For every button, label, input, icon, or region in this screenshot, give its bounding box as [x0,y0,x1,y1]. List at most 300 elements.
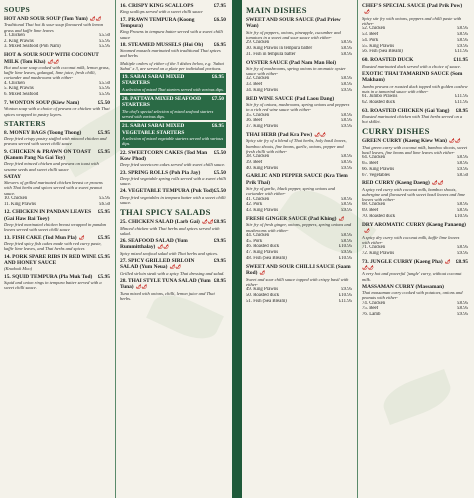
option-price: £11.95 [338,298,352,304]
option-row [246,124,352,130]
option-label: 67. Vegetables [362,172,390,178]
dish-name: THAI HERB (Pad Kra Pow) [246,132,313,139]
menu-item [120,278,226,301]
option-price: £8.95 [341,118,352,124]
option-price: £8.50 [457,172,468,178]
dish-name: SATAY [4,173,21,180]
dish-name: EXOTIC THAI TAMARIND SAUCE (Som Makham) [362,70,463,84]
option-label: 38. Chicken [246,154,270,160]
left-column-2 [116,0,230,498]
option-price: £5.50 [99,32,110,38]
option-row [246,52,352,58]
menu-item [4,149,110,172]
option-label: 33. Beef [246,82,263,88]
dish-description: A spicy dry curry with coconut milk, kaffir lime leaves with either- [362,234,460,245]
dish-name: 25. CHICKEN SALAD (Larb Gai) [120,219,200,226]
dish-description: Deep fried spicy fish cakes made with red curry paste, kaffir lime leaves, and Thai herbs and spices [4,241,102,252]
option-row [362,312,468,318]
dish-description: A spicy red curry with coconut milk, bamboo shoots, aubergine and flavoured with sweet basil leaves and lime leaves with either- [362,186,466,203]
dish-description: Roasted marinated duck served with a choice of sauce. [362,63,461,69]
chili-icon: 🌶🌶 [47,58,60,64]
dish-name: 13. FISH CAKE (Tod Mun Pla) [4,234,77,241]
menu-item [246,60,352,94]
dish-price: £6.95 [213,41,226,48]
option-label: 69. Beef [362,208,379,214]
option-price: £5.50 [99,80,110,86]
option-row [362,100,468,106]
menu-item [362,180,468,219]
option-price: £8.95 [457,208,468,214]
menu-note: Multiple orders of either of the 3 dishes below, e.g. 'Sabai Sabai' x 3, are served on a plate per individual portions. [120,60,224,71]
dish-description: Deep fried vegetable spring rolls served with a sweet chilli sauce. [120,175,226,187]
option-price: £9.95 [457,250,468,256]
dish-title [120,238,226,251]
dish-description: King Prawns in tempura batter served with a sweet chilli sauce [120,29,223,40]
dish-name: 73. JUNGLE CURRY (Kaeng Pha) [362,258,443,265]
menu-item [120,17,226,40]
option-row [4,92,110,98]
option-row [4,44,110,50]
dish-description: Traditional Thai hot & sour soup flavoured with lemon grass and kaffir lime leaves [4,22,104,33]
dish-description: Skewers of grilled marinated chicken breast or prawns with Thai herbs and spices served with a sweet peanut sauce. [4,180,103,196]
dish-title [4,52,110,65]
dish-name: 26. SEAFOOD SALAD (Yum Rummitthalay) [120,237,188,251]
dish-description: Spicy stir fry with onions, peppers and chilli paste with either- [362,15,462,27]
dish-description: A selection of mixed vegetable starters served with various dips. [122,136,224,147]
option-label: 53. Beef [362,32,379,38]
dish-description: A selection of mixed Thai starters served with various dips. [122,86,224,92]
option-price: £10.95 [338,256,352,262]
dish-title [120,150,226,163]
option-label: 62. Roasted duck [362,99,396,105]
dish-description: Spicy mixed seafood salad with Thai herbs and spices. [120,250,219,256]
dish-price: £6.95 [211,123,224,130]
dish-name: 18. STEAMED MUSSELS (Hoi Ob) [120,41,204,48]
option-price: £11.95 [454,94,468,100]
dish-description: Deep fried sweetcorn cakes served with sweet chilli sauce. [120,162,226,168]
option-price: £9.95 [341,88,352,94]
option-label: 31. Fish in tempura batter [246,51,296,57]
chili-icon: 🌶🌶 [201,219,214,225]
right-column-2 [358,0,472,498]
dish-title [362,222,468,235]
chili-icon: 🌶🌶 [431,180,444,186]
option-price: £8.95 [457,161,468,167]
dish-title [362,3,468,16]
dish-description: Sweet and sour chilli sauce topped with crispy basil with either- [246,276,349,287]
option-label: 35. Chicken [246,112,270,118]
menu-item [362,71,468,106]
dish-description: Jumbo prawns or roasted duck topped with golden cashew nuts in a tamarind sauce with either- [362,83,468,94]
option-label: 50. Roasted duck [246,292,280,298]
dish-description: Deep fried marinated chicken breast wrapped in pandan leaves served with sweet chilli sauce [4,222,106,233]
dish-title [122,123,224,136]
dish-title [120,219,226,225]
section-heading: CURRY DISHES [362,126,430,137]
option-label: 1. Chicken [4,32,25,38]
option-label: 34. King Prawns [246,88,279,94]
option-price: £10.95 [454,214,468,220]
menu-item [4,130,110,147]
option-row [246,88,352,94]
dish-price: £8.95 [213,277,226,284]
menu-item [120,3,226,15]
option-label: 46. Roasted duck [246,244,280,250]
section-heading: MAIN DISHES [246,5,307,15]
dish-price: £5.95 [97,273,110,280]
option-price: £11.95 [454,49,468,55]
option-label: 6. Mixed Seafood [4,92,39,98]
option-label: 70. Roasted duck [362,214,396,220]
dish-price: £8.95 [213,219,226,226]
menu-item [120,258,226,276]
dish-title [362,259,468,272]
option-label: 32. Chicken [246,76,270,82]
dish-title [120,188,226,194]
dish-name: 28. THAI STYLE TUNA SALAD (Yum Tuna) [120,277,211,291]
option-price: £8.95 [457,26,468,32]
dish-name: OYSTER SAUCE (Pad Nam Man Hoi) [246,59,337,66]
option-label: 47. King Prawns [246,250,279,256]
option-label: 56. Fish (Sea Bream) [362,49,403,55]
dish-name: SWEET AND SOUR SAUCE (Pad Priew Wan) [246,17,341,30]
dish-price: £5.50 [213,169,226,176]
option-label: 61. Jumbo Prawns [362,94,398,100]
dish-description: A very hot and powerful 'jungle' curry, without coconut milk. [362,271,462,282]
dish-price: £5.95 [97,209,110,216]
menu-item [120,42,226,59]
dish-name: 27. SPICY GRILLED SIRLOIN SALAD (Yum Neua) [120,257,195,271]
option-price: £8.95 [341,40,352,46]
dish-name: SWEET AND SOUR CHILLI SAUCE (Saam Rod) [246,263,351,277]
dish-description: Stir fry of mushrooms, spring onions in aromatic oyster sauce with either- [246,66,346,77]
menu-item [246,264,352,305]
dish-description: The chef's special selection of mixed seafood starters served with various dips. [122,108,214,120]
menu-item [362,108,468,125]
chili-icon: 🌶 [78,234,85,240]
option-label: 4. Chicken [4,80,25,86]
dish-title [122,74,224,87]
chili-icon: 🌶 [338,216,345,222]
menu-item [120,188,226,205]
option-row [362,214,468,220]
dish-title [4,209,110,222]
option-label: 42. Pork [246,202,263,208]
option-row [362,173,468,179]
option-label: 64. Chicken [362,155,386,161]
menu-item [362,284,468,318]
right-column-1 [242,0,356,498]
section-heading: STARTERS [4,118,46,128]
dish-description: Stir fry of onions, mushrooms, spring onions and peppers in a rich red wine sauce with either- [246,102,350,113]
option-price: £8.95 [341,51,352,57]
option-label: 68. Chicken [362,202,386,208]
dish-description: Squid and onion rings in tempura batter served with a sweet chilli sauce. [4,279,102,291]
menu-item [4,209,110,232]
option-price: £9.95 [341,250,352,256]
menu-item [120,73,226,93]
dish-price: £5.95 [97,253,110,260]
menu-item [362,3,468,55]
option-label: 11. King Prawns [4,201,36,207]
dish-price: £8.95 [455,107,468,114]
dish-price: £7.95 [213,3,226,9]
option-price: £5.95 [99,195,110,201]
option-price: £5.95 [99,86,110,92]
dish-description: King scallops served with a sweet chilli sauce [120,9,203,15]
dish-description: (Kradook Moo) [4,266,33,272]
option-row [246,299,352,305]
dish-name: GREEN CURRY (Kaeng Kiew Wan) [362,138,447,145]
dish-name: 15. SQUID TEMPURA (Pla Muk Tod) [4,273,93,280]
section-heading: SOUPS [4,5,30,14]
option-row [246,256,352,262]
option-label: 36. Beef [246,118,263,124]
dish-price: £5.50 [97,100,110,107]
dish-name: GARLIC AND PEPPER SAUCE (Kra Tiem Prik Thai) [246,173,348,186]
menu-item [120,219,226,236]
option-price: £8.95 [341,196,352,202]
chili-icon: 🌶 [364,9,370,15]
option-price: £5.95 [99,44,110,50]
option-price: £8.95 [457,37,468,43]
chili-icon: 🌶🌶 [135,284,148,290]
option-price: £9.95 [341,124,352,130]
chili-icon: 🌶🌶 [169,264,182,270]
dish-title [120,258,226,271]
dish-description: Hot and sour soup cooked with coconut milk, lemon grass, kaffir lime leaves, galangal, lime juice, fresh chilli, coriander and mushrooms with either- [4,65,110,81]
dish-name: HOT AND SOUR SOUP (Tom Yum) [4,16,88,22]
dish-price: £11.95 [453,57,468,64]
dish-name: 63. ROASTED CHICKEN (Gai Yang) [362,107,450,114]
dish-title [362,138,468,144]
dish-description: Minced chicken with Thai herbs and spices served with salad. [120,225,220,236]
dish-description: Roasted marinated chicken with Thai herbs served on a hot skillet. [362,114,463,125]
option-price: £8.95 [457,306,468,312]
menu-item [4,235,110,252]
option-label: 39. Beef [246,159,263,165]
option-label: 2. King Prawns [4,38,34,44]
option-label: 52. Chicken [362,26,386,32]
option-label: 40. King Prawns [246,165,279,171]
menu-item [120,238,226,256]
option-label: 3. Mixed Seafood (Poh Nam) [4,44,61,50]
dish-name: DRY AROMATIC CURRY (Kaeng Panaeng) [362,221,466,228]
option-price: £9.95 [457,166,468,172]
option-label: 48. Fish (Sea Bream) [246,256,287,262]
dish-price: £6.50 [213,16,226,23]
menu-item [120,150,226,168]
option-row [246,166,352,172]
menu-page-right [242,0,474,498]
option-price: £8.95 [341,46,352,52]
option-label: 51. Fish (Sea Bream) [246,298,287,304]
dish-description: Thai green curry with coconut milk, bamboo shoots, sweet basil leaves, fine beans and lime leaves with either- [362,144,468,156]
dish-name: RED WINE SAUCE (Pad Laou Dang) [246,95,335,102]
dish-title [246,264,352,277]
menu-item [4,52,110,98]
dish-price: £5.50 [213,188,226,195]
dish-description: Stir fry of fresh ginger, onions, peppers, spring onions and mushrooms with either- [246,222,352,233]
menu-item [120,170,226,187]
dish-name: 14. PORK SPARE RIBS IN RED WINE AND HONEY SAUCE [4,253,97,266]
dish-price: £9.95 [213,257,226,264]
dish-description: Deep fried minced chicken and prawns on toast with sesame seeds and sweet chilli sauce [4,161,99,172]
option-label: 41. Chicken [246,196,270,202]
option-label: 43. King Prawns [246,208,279,214]
dish-name: 8. MONEY BAGS (Toong Thong) [4,129,82,136]
dish-name: RED CURRY (Kaeng Daeng) [362,180,430,187]
dish-price: £5.95 [97,234,110,241]
dish-price: £9.95 [213,237,226,244]
menu-item [362,57,468,69]
option-price: £10.95 [338,244,352,250]
option-label: 75. Beef [362,306,379,312]
option-price: £8.95 [341,82,352,88]
menu-item [4,100,110,117]
menu-item [120,95,226,120]
dish-description: Deep fried vegetables in tempura batter with a sweet chilli sauce. [120,194,226,205]
option-price: £5.95 [99,92,110,98]
option-label: 5. King Prawns [4,86,34,92]
dish-title [246,17,352,30]
option-label: 44. Chicken [246,232,270,238]
menu-item [362,259,468,282]
option-price: £6.50 [99,201,110,207]
dish-price: £5.50 [213,149,226,156]
menu-page-left [0,0,232,498]
dish-title [120,278,226,291]
menu-item [246,216,352,262]
option-price: £8.95 [341,159,352,165]
option-label: 76. Lamb [362,312,381,318]
menu-item [246,132,352,171]
dish-description: Steamed mussels marinated with traditional Thai spices and herbs [120,48,221,59]
option-price: £8.95 [341,112,352,118]
dish-name: FRESH GINGER SAUCE (Pad Khing) [246,216,337,223]
option-label: 30. King Prawns in tempura batter [246,46,313,52]
dish-price: £5.95 [97,148,110,155]
dish-name: 16. CRISPY KING SCALLOPS [120,3,194,9]
option-label: 29. Chicken [246,40,270,46]
option-price: £8.95 [341,232,352,238]
option-label: 71. Chicken [362,245,386,251]
left-column-1 [0,0,114,498]
chili-icon: 🌶🌶 [157,244,170,250]
dish-title [122,96,224,109]
dish-name: 9. CHICKEN & PRAWN ON TOAST (Kanom Pang Na Gai Toy) [4,148,91,162]
dish-name: 21. SABAI SABAI MIXED VEGETABLE STARTERS [122,123,185,136]
dish-description: Stir fry of peppers, onions, pineapple, cucumber and tomatoes in a sweet and sour sauce with either- [246,29,341,41]
dish-name: 19. SABAI SABAI MIXED STARTERS [122,74,185,87]
chili-icon: 🌶🌶 [448,138,461,144]
option-price: £11.95 [454,99,468,105]
option-row [4,202,110,208]
dish-title [362,71,468,84]
option-label: 74. Chicken [362,300,386,306]
option-price: £8.95 [341,154,352,160]
chili-icon: 🌶 [364,228,370,234]
option-label: 55. King Prawns [362,43,395,49]
dish-name: 24. VEGETABLE TEMPURA (Puk Tod) [120,188,214,195]
option-label: 54. Pork [362,37,379,43]
option-label: 49. King Prawns [246,287,279,293]
option-price: £8.95 [457,245,468,251]
option-label: 45. Pork [246,238,263,244]
option-price: £10.95 [338,292,352,298]
option-label: 37. King Prawns [246,124,279,130]
option-label: 66. King Prawns [362,166,395,172]
option-price: £8.95 [457,32,468,38]
dish-price: £8.95 [455,258,468,265]
chili-icon: 🌶 [259,270,266,276]
dish-description: Wonton soup with a choice of prawns or chicken with Thai spices wrapped in pastry layers. [4,106,110,117]
dish-description: Stir fry of garlic, black pepper, spring onions and coriander with either- [246,186,335,197]
option-row [246,208,352,214]
dish-name: 23. SPRING ROLLS (Poh Pia Jay) [120,169,201,176]
chili-icon: 🌶🌶 [89,16,102,21]
page-spine [232,0,242,498]
dish-price: £6.95 [211,74,224,81]
option-price: £8.95 [341,76,352,82]
option-price: £9.95 [341,287,352,293]
option-label: 72. King Prawns [362,250,395,256]
section-heading: THAI SPICY SALADS [120,207,211,218]
menu-item [4,16,110,50]
dish-description: Spicy stir fry of a blend of Thai herbs, holy basil leaves, bamboo shoots, fine beans, garlic, onions, pepper and fresh chilli with either- [246,138,347,154]
dish-name: 7. WONTON SOUP (Kiew Nam) [4,100,80,107]
dish-name: HOT & SOUR SOUP WITH COCONUT MILK (Tom Kha) [4,52,99,65]
option-price: £9.95 [341,165,352,171]
menu-item [4,254,110,272]
option-price: £8.95 [457,202,468,208]
dish-name: MASSAMAN CURRY (Massaman) [362,283,444,290]
option-price: £8.95 [341,238,352,244]
menu-item [4,174,110,208]
menu-item [362,222,468,257]
dish-description: Deep fried crispy pastry stuffed with minced chicken and prawns served with sweet chilli sauce [4,136,107,147]
chili-icon: 🌶🌶🌶 [362,258,451,271]
dish-name: 17. PRAWN TEMPURA (Koong Tempura) [120,16,195,30]
option-label: 10. Chicken [4,195,28,201]
dish-name: CHEF'S SPECIAL SAUCE (Pad Prik Pow) [362,3,463,9]
dish-title [4,149,110,162]
option-price: £9.95 [457,43,468,49]
option-price: £9.95 [457,312,468,318]
dish-description: Grilled sirloin steak with a spicy Thai dressing and salad. [120,270,225,276]
menu-item [246,173,352,214]
dish-title [120,17,226,30]
menu-item [120,122,226,147]
dish-name: 22. SWEETCORN CAKES (Tod Man Kow Phod) [120,149,208,162]
dish-name: 20. PATTAYA MIXED SEAFOOD STARTERS [122,96,201,109]
menu-item [4,274,110,291]
option-price: £8.95 [457,300,468,306]
option-price: £9.95 [341,208,352,214]
option-price: £8.95 [341,202,352,208]
dish-description: Thai massaman curry cooked with potatoes, onions and peanuts with either- [362,290,463,301]
menu-item [246,17,352,58]
menu-item [246,96,352,130]
dish-price: £5.95 [97,129,110,136]
option-row [362,49,468,55]
option-price: £5.95 [99,38,110,44]
dish-title [4,254,110,267]
dish-price: £7.50 [211,96,224,103]
dish-title [246,173,352,186]
option-price: £8.95 [457,155,468,161]
chili-icon: 🌶🌶 [314,132,326,138]
